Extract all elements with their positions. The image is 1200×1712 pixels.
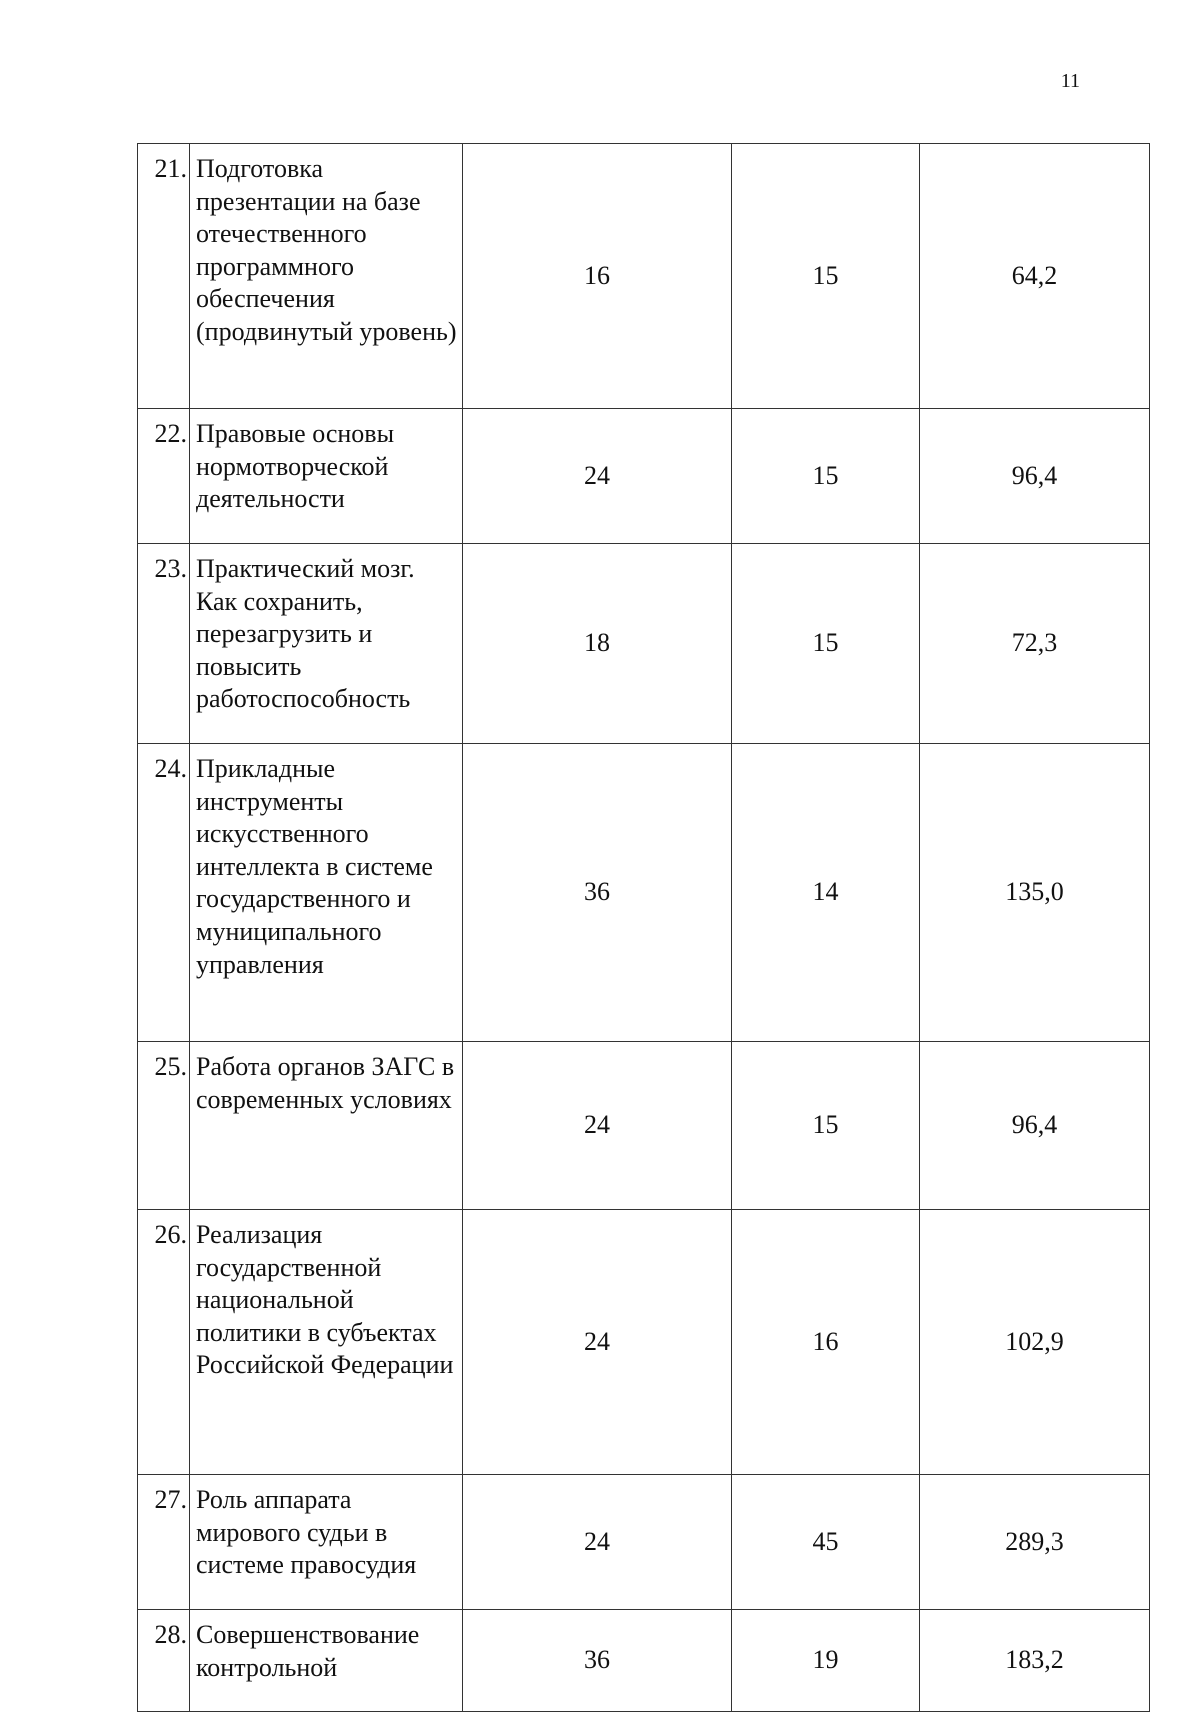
row-number: 23. [138, 544, 190, 744]
value-cell: 96,4 [920, 409, 1150, 544]
value-cell: 45 [732, 1475, 920, 1610]
value-cell: 15 [732, 409, 920, 544]
row-number: 28. [138, 1610, 190, 1712]
row-number: 25. [138, 1042, 190, 1210]
value-cell: 15 [732, 144, 920, 409]
table-row [138, 409, 1150, 544]
value-cell: 14 [732, 744, 920, 1042]
value-cell: 289,3 [920, 1475, 1150, 1610]
table-row [138, 1210, 1150, 1475]
program-name: Правовые основы нормотворческой деятельности [190, 409, 463, 544]
program-name: Подготовка презентации на базе отечественного программного обеспечения (продвинутый уровень) [190, 144, 463, 409]
value-cell: 15 [732, 1042, 920, 1210]
program-name: Практический мозг. Как сохранить, перезагрузить и повысить работоспособность [190, 544, 463, 744]
value-cell: 15 [732, 544, 920, 744]
program-name: Реализация государственной национальной политики в субъектах Российской Федерации [190, 1210, 463, 1475]
value-cell: 24 [463, 1210, 732, 1475]
table-row [138, 144, 1150, 409]
page-number: 11 [1060, 70, 1080, 92]
value-cell: 64,2 [920, 144, 1150, 409]
program-name: Совершенствование контрольной [190, 1610, 463, 1712]
row-number: 26. [138, 1210, 190, 1475]
value-cell: 36 [463, 1610, 732, 1712]
value-cell: 183,2 [920, 1610, 1150, 1712]
row-number: 21. [138, 144, 190, 409]
row-number: 22. [138, 409, 190, 544]
value-cell: 24 [463, 1475, 732, 1610]
value-cell: 16 [732, 1210, 920, 1475]
value-cell: 102,9 [920, 1210, 1150, 1475]
value-cell: 16 [463, 144, 732, 409]
value-cell: 72,3 [920, 544, 1150, 744]
table-row [138, 1042, 1150, 1210]
program-name: Работа органов ЗАГС в современных условиях [190, 1042, 463, 1210]
value-cell: 18 [463, 544, 732, 744]
table-row [138, 1475, 1150, 1610]
table-row [138, 744, 1150, 1042]
value-cell: 24 [463, 1042, 732, 1210]
table-row [138, 544, 1150, 744]
value-cell: 36 [463, 744, 732, 1042]
table-row [138, 1610, 1150, 1712]
value-cell: 24 [463, 409, 732, 544]
row-number: 27. [138, 1475, 190, 1610]
row-number: 24. [138, 744, 190, 1042]
value-cell: 19 [732, 1610, 920, 1712]
program-name: Прикладные инструменты искусственного интеллекта в системе государственного и муниципального управления [190, 744, 463, 1042]
program-name: Роль аппарата мирового судьи в системе правосудия [190, 1475, 463, 1610]
programs-table [137, 143, 1150, 1712]
value-cell: 96,4 [920, 1042, 1150, 1210]
value-cell: 135,0 [920, 744, 1150, 1042]
